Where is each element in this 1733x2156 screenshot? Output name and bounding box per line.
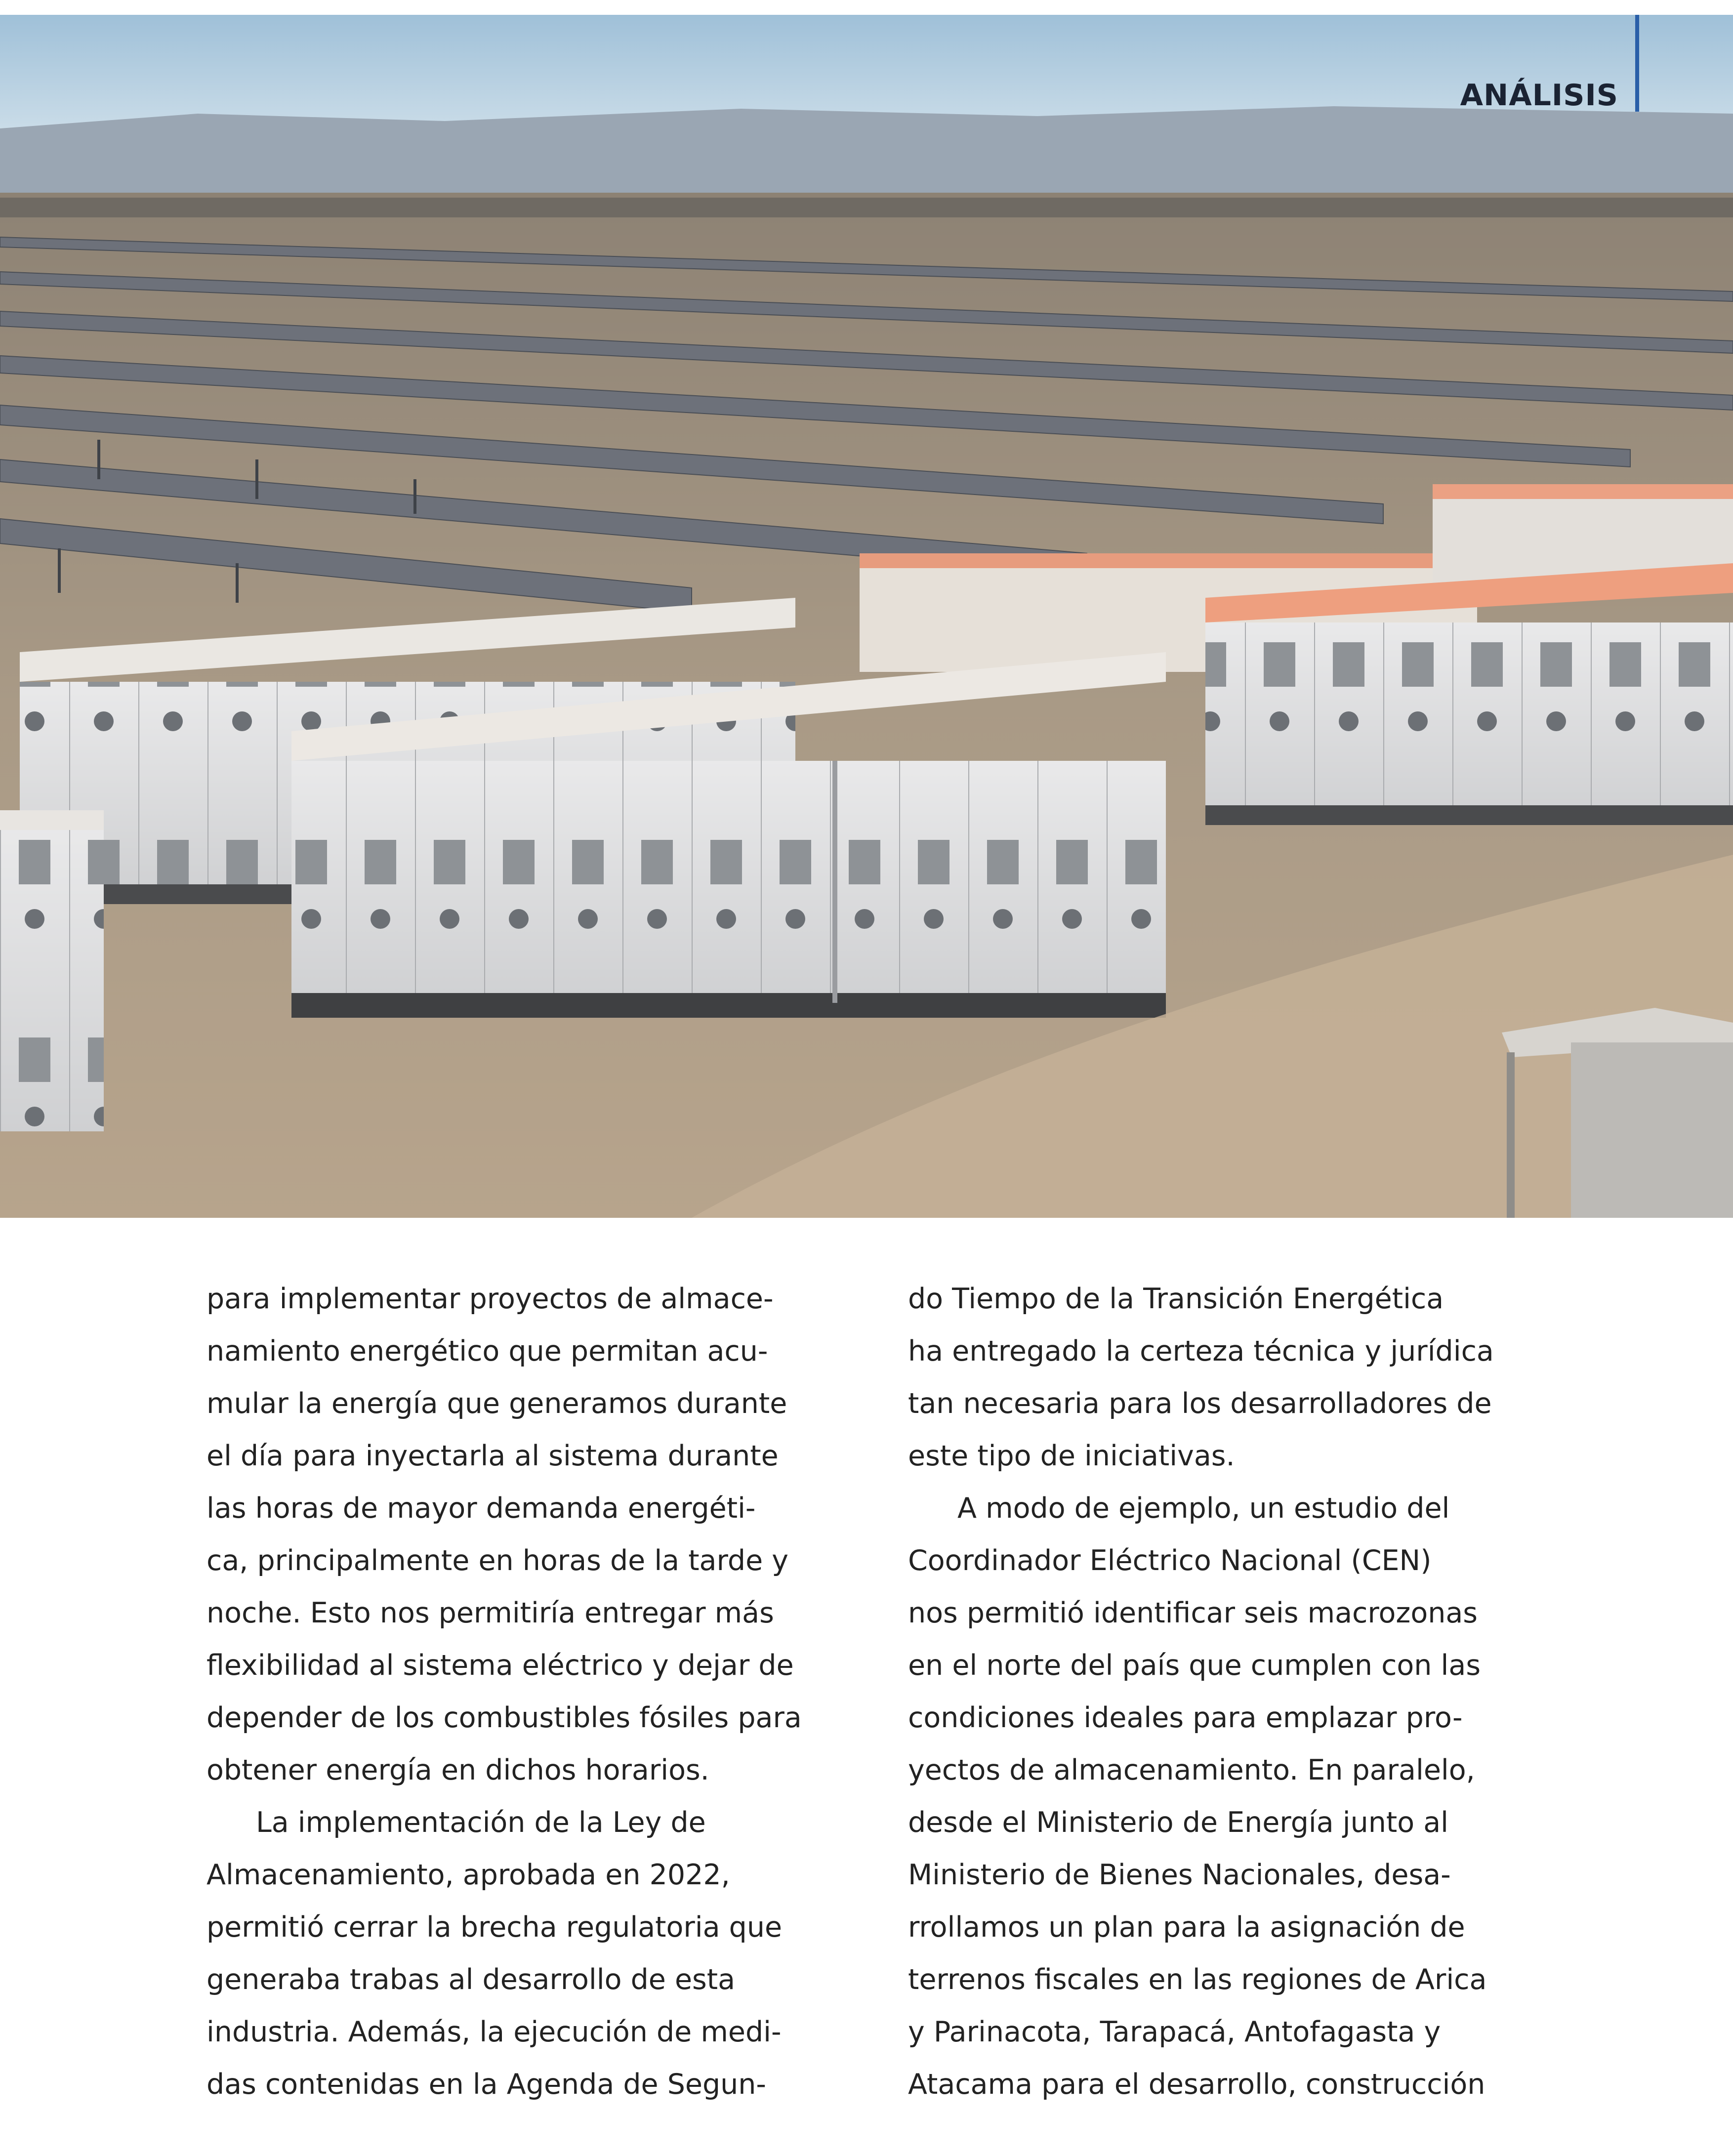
text-line: namiento energético que permitan acu-	[206, 1335, 768, 1368]
text-line: mular la energía que generamos durante	[206, 1387, 787, 1420]
text-line: ha entregado la certeza técnica y jurídica	[908, 1335, 1494, 1368]
paragraph-start-line: A modo de ejemplo, un estudio del	[957, 1492, 1450, 1525]
paragraph-start-line: La implementación de la Ley de	[256, 1806, 706, 1839]
text-line: Atacama para el desarrollo, construcción	[908, 2068, 1485, 2101]
text-line: condiciones ideales para emplazar pro-	[908, 1701, 1463, 1734]
text-line: industria. Además, la ejecución de medi-	[206, 2016, 782, 2048]
text-line: ca, principalmente en horas de la tarde y	[206, 1544, 789, 1577]
article-column-left	[206, 1273, 868, 2111]
text-line: Coordinador Eléctrico Nacional (CEN)	[908, 1544, 1432, 1577]
text-line: rrollamos un plan para la asignación de	[908, 1911, 1465, 1944]
text-line: depender de los combustibles fósiles para	[206, 1701, 802, 1734]
text-line: desde el Ministerio de Energía junto al	[908, 1806, 1448, 1839]
text-line: nos permitió identificar seis macrozonas	[908, 1597, 1478, 1629]
text-line: Almacenamiento, aprobada en 2022,	[206, 1859, 730, 1891]
text-line: flexibilidad al sistema eléctrico y dejar de	[206, 1649, 794, 1682]
text-line: para implementar proyectos de almace-	[206, 1283, 774, 1315]
section-accent-rule	[1635, 15, 1639, 112]
text-line: en el norte del país que cumplen con las	[908, 1649, 1481, 1682]
text-line: Ministerio de Bienes Nacionales, desa-	[908, 1859, 1451, 1891]
text-line: yectos de almacenamiento. En paralelo,	[908, 1754, 1475, 1786]
text-line: este tipo de iniciativas.	[908, 1440, 1235, 1472]
text-line: y Parinacota, Tarapacá, Antofagasta y	[908, 2016, 1441, 2048]
text-line: tan necesaria para los desarrolladores de	[908, 1387, 1492, 1420]
text-line: el día para inyectarla al sistema durante	[206, 1440, 779, 1472]
text-line: permitió cerrar la brecha regulatoria que	[206, 1911, 783, 1944]
text-line: terrenos fiscales en las regiones de Arica	[908, 1963, 1487, 1996]
text-line: do Tiempo de la Transición Energética	[908, 1283, 1444, 1315]
text-line: las horas de mayor demanda energéti-	[206, 1492, 756, 1525]
text-line: obtener energía en dichos horarios.	[206, 1754, 709, 1786]
battery-storage-photo	[0, 15, 1733, 1218]
article-column-right	[908, 1273, 1570, 2111]
text-line: noche. Esto nos permitiría entregar más	[206, 1597, 774, 1629]
text-line: das contenidas en la Agenda de Segun-	[206, 2068, 766, 2101]
text-line: generaba trabas al desarrollo de esta	[206, 1963, 736, 1996]
section-label: ANÁLISIS	[1460, 78, 1618, 113]
